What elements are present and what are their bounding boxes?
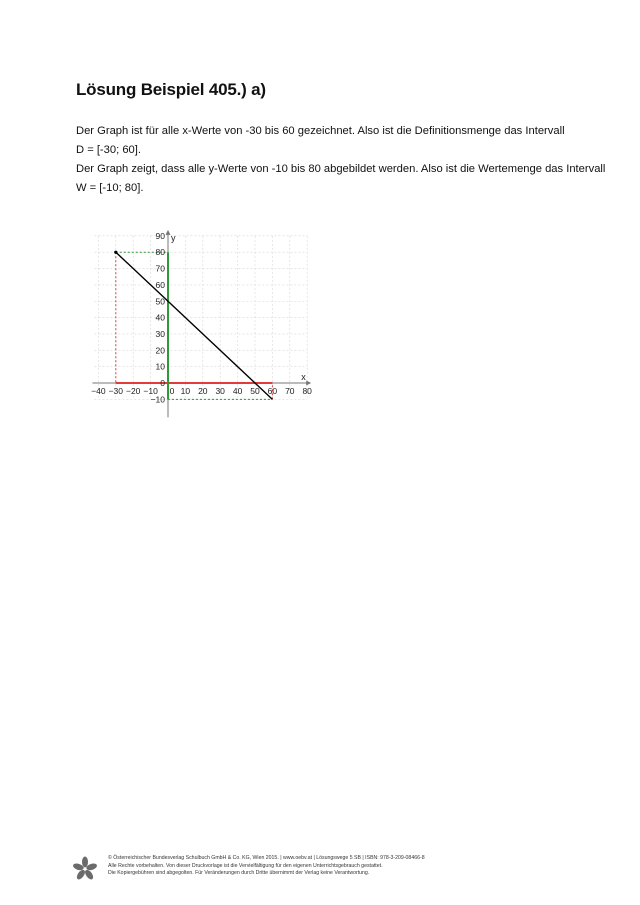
x-tick-label: −10 <box>143 386 158 396</box>
publisher-logo-icon <box>72 856 98 882</box>
y-tick-label: 60 <box>155 279 165 290</box>
function-line <box>116 252 273 399</box>
y-tick-label: 50 <box>155 296 165 307</box>
footer-line-2: Alle Rechte vorbehalten. Von dieser Druckvorlage ist die Vervielfältigung für den eigenen Unterrichtsgebrauch gestattet. <box>108 862 383 869</box>
chart-series <box>114 251 272 400</box>
y-axis-arrow <box>166 230 171 235</box>
x-tick-label: −30 <box>108 386 124 396</box>
x-tick-label: 30 <box>215 386 225 396</box>
x-tick-label: −20 <box>125 386 141 396</box>
y-axis-label: y <box>171 232 176 243</box>
text-line-1: Der Graph ist für alle x-Werte von -30 bis 60 gezeichnet. Also ist die Definitionsmenge das Intervall <box>76 125 565 137</box>
chart-grid <box>94 236 307 400</box>
text-line-3: Der Graph zeigt, dass alle y-Werte von -10 bis 80 abgebildet werden. Also ist die Wertemenge das Intervall <box>76 163 606 175</box>
x-tick-label: 60 <box>267 386 278 396</box>
x-tick-label: 10 <box>180 386 191 396</box>
x-axis-arrow <box>306 381 311 386</box>
y-tick-label: 10 <box>155 361 165 372</box>
y-tick-label: −10 <box>150 394 165 405</box>
y-tick-label: 20 <box>155 345 165 356</box>
chart-axis-labels <box>171 233 306 382</box>
x-tick-label: 0 <box>169 386 175 396</box>
x-tick-label: 40 <box>232 386 243 396</box>
x-tick-label: −40 <box>91 386 106 396</box>
x-tick-label: 20 <box>198 386 208 396</box>
linear-function-graph <box>70 210 325 420</box>
y-tick-label: 30 <box>155 328 165 339</box>
y-tick-label: 0 <box>160 378 165 388</box>
x-tick-label: 50 <box>250 386 260 396</box>
x-tick-label: 80 <box>302 386 312 396</box>
footer <box>108 855 608 878</box>
x-tick-label: 70 <box>285 386 295 396</box>
footer-line-1: © Österreichischer Bundesverlag Schulbuch GmbH & Co. KG, Wien 2015. | www.oebv.at | Lösungswege 5 SB | ISBN: 978-3-209-08466-8 <box>108 855 425 861</box>
footer-line-3: Die Kopiergebühren sind abgegolten. Für Veränderungen durch Dritte übernimmt der Verlag keine Verantwortung. <box>108 870 370 877</box>
text-line-2: D = [-30; 60]. <box>76 144 141 156</box>
y-tick-label: 80 <box>155 247 165 258</box>
endpoint-left <box>114 251 117 254</box>
x-axis-label: x <box>301 372 306 382</box>
text-line-4: W = [-10; 80]. <box>76 182 144 194</box>
page-title: Lösung Beispiel 405.) a) <box>76 80 266 99</box>
y-tick-label: 70 <box>155 263 165 274</box>
y-tick-label: 40 <box>155 312 165 323</box>
y-tick-label: 90 <box>155 230 165 241</box>
